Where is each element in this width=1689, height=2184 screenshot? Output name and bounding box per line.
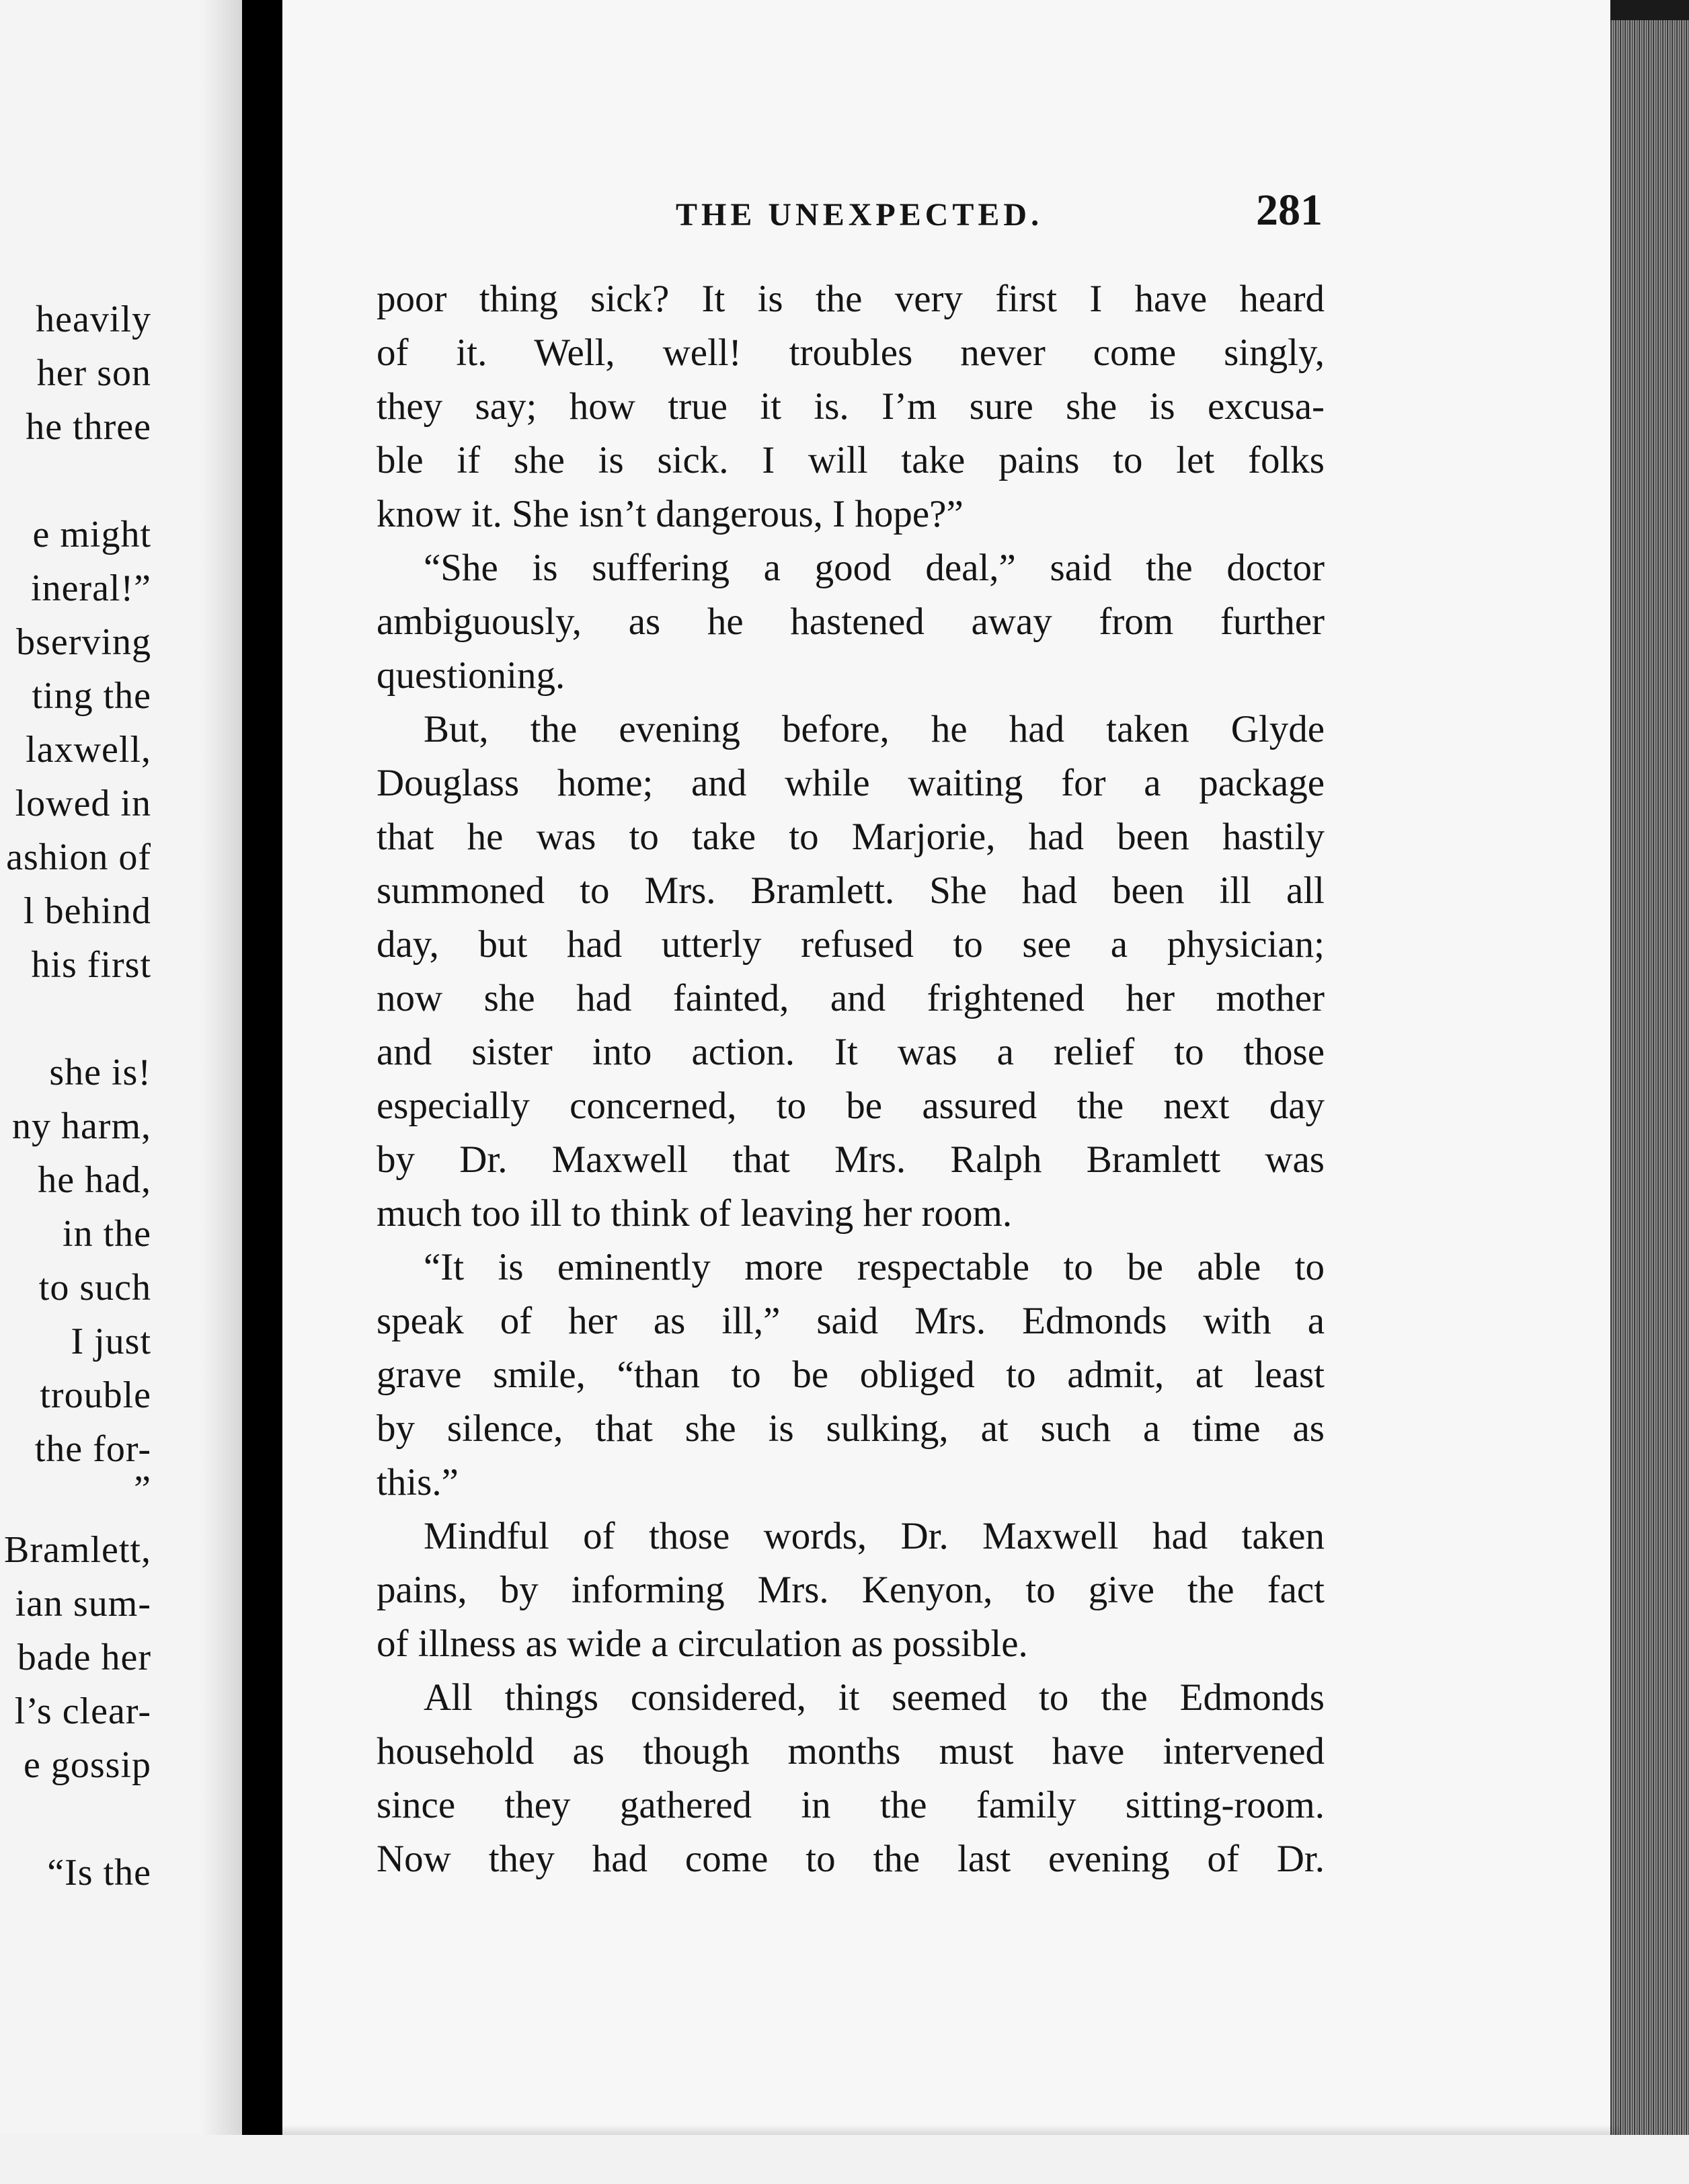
body-text — [377, 272, 1325, 1886]
text-line: summoned to Mrs. Bramlett. She had been ill all — [377, 869, 1325, 912]
running-title: THE UNEXPECTED. — [676, 197, 1044, 233]
left-page-line: bade her — [17, 1637, 151, 1678]
text-line: But, the evening before, he had taken Glyde — [424, 708, 1325, 750]
page-number: 281 — [1256, 186, 1323, 235]
left-page-line: lowed in — [15, 783, 151, 824]
text-line: day, but had utterly refused to see a physician; — [377, 923, 1325, 966]
text-line: this.” — [377, 1461, 459, 1504]
left-page-line: trouble — [40, 1374, 151, 1416]
left-page-line: bserving — [16, 621, 151, 663]
left-page-line: in the — [63, 1213, 151, 1255]
text-line: know it. She isn’t dangerous, I hope?” — [377, 493, 964, 535]
text-line: by Dr. Maxwell that Mrs. Ralph Bramlett was — [377, 1138, 1325, 1181]
left-page-line: Bramlett, — [4, 1529, 151, 1571]
text-line: “She is suffering a good deal,” said the doctor — [424, 547, 1325, 589]
text-line: Douglass home; and while waiting for a package — [377, 762, 1325, 804]
left-page-line: I just — [71, 1321, 151, 1362]
text-line: grave smile, “than to be obliged to admit, at least — [377, 1354, 1325, 1396]
page-edges-top — [1610, 0, 1689, 20]
left-page-line: ” — [134, 1469, 151, 1510]
main-page — [282, 0, 1620, 2135]
left-page-line: ineral!” — [31, 568, 151, 609]
left-page-line: ashion of — [6, 836, 151, 878]
left-page-line: l’s clear- — [14, 1690, 151, 1732]
left-page-line: his first — [31, 944, 151, 986]
left-page-line: she is! — [49, 1052, 151, 1093]
text-line: ble if she is sick. I will take pains to let folks — [377, 439, 1325, 481]
text-line: by silence, that she is sulking, at such a time as — [377, 1407, 1325, 1450]
left-page-line: ian sum- — [15, 1583, 151, 1625]
text-line: of it. Well, well! troubles never come singly, — [377, 332, 1325, 374]
text-line: of illness as wide a circulation as possible. — [377, 1623, 1028, 1665]
text-line: Now they had come to the last evening of Dr. — [377, 1838, 1325, 1880]
left-page-line: e might — [32, 514, 151, 555]
left-page-line: the for- — [34, 1428, 151, 1470]
text-line: poor thing sick? It is the very first I have heard — [377, 278, 1325, 320]
text-line: especially concerned, to be assured the next day — [377, 1085, 1325, 1127]
text-line: now she had fainted, and frightened her mother — [377, 977, 1325, 1019]
text-line: speak of her as ill,” said Mrs. Edmonds with a — [377, 1300, 1325, 1342]
bottom-margin — [0, 2135, 1689, 2184]
book-gutter — [242, 0, 282, 2184]
text-line: pains, by informing Mrs. Kenyon, to give the fact — [377, 1569, 1325, 1611]
text-line: since they gathered in the family sitting-room. — [377, 1784, 1325, 1826]
left-page-line: ny harm, — [11, 1105, 151, 1147]
text-line: ambiguously, as he hastened away from further — [377, 600, 1325, 643]
left-page-line: laxwell, — [26, 729, 151, 771]
text-line: they say; how true it is. I’m sure she is excusa- — [377, 385, 1325, 428]
text-line: much too ill to think of leaving her room. — [377, 1192, 1013, 1235]
text-line: and sister into action. It was a relief to those — [377, 1031, 1325, 1073]
page-edges — [1610, 20, 1689, 2135]
left-facing-page — [0, 0, 242, 2135]
text-line: questioning. — [377, 654, 565, 697]
text-line: “It is eminently more respectable to be able to — [424, 1246, 1325, 1288]
left-page-line: heavily — [36, 299, 151, 340]
left-page-line: to such — [38, 1267, 151, 1309]
text-line: household as though months must have intervened — [377, 1730, 1325, 1772]
left-page-line: l behind — [24, 890, 151, 932]
left-page-line: e gossip — [24, 1744, 151, 1786]
left-page-line: he three — [26, 406, 151, 448]
text-line: All things considered, it seemed to the Edmonds — [424, 1676, 1325, 1719]
left-page-line: ting the — [32, 675, 151, 717]
left-page-shadow — [202, 0, 242, 2135]
left-page-line: “Is the — [47, 1852, 151, 1894]
left-page-line: her son — [36, 352, 151, 394]
page-header — [282, 182, 1620, 249]
text-line: that he was to take to Marjorie, had been hastily — [377, 816, 1325, 858]
left-page-line: he had, — [38, 1159, 151, 1201]
text-line: Mindful of those words, Dr. Maxwell had taken — [424, 1515, 1325, 1557]
